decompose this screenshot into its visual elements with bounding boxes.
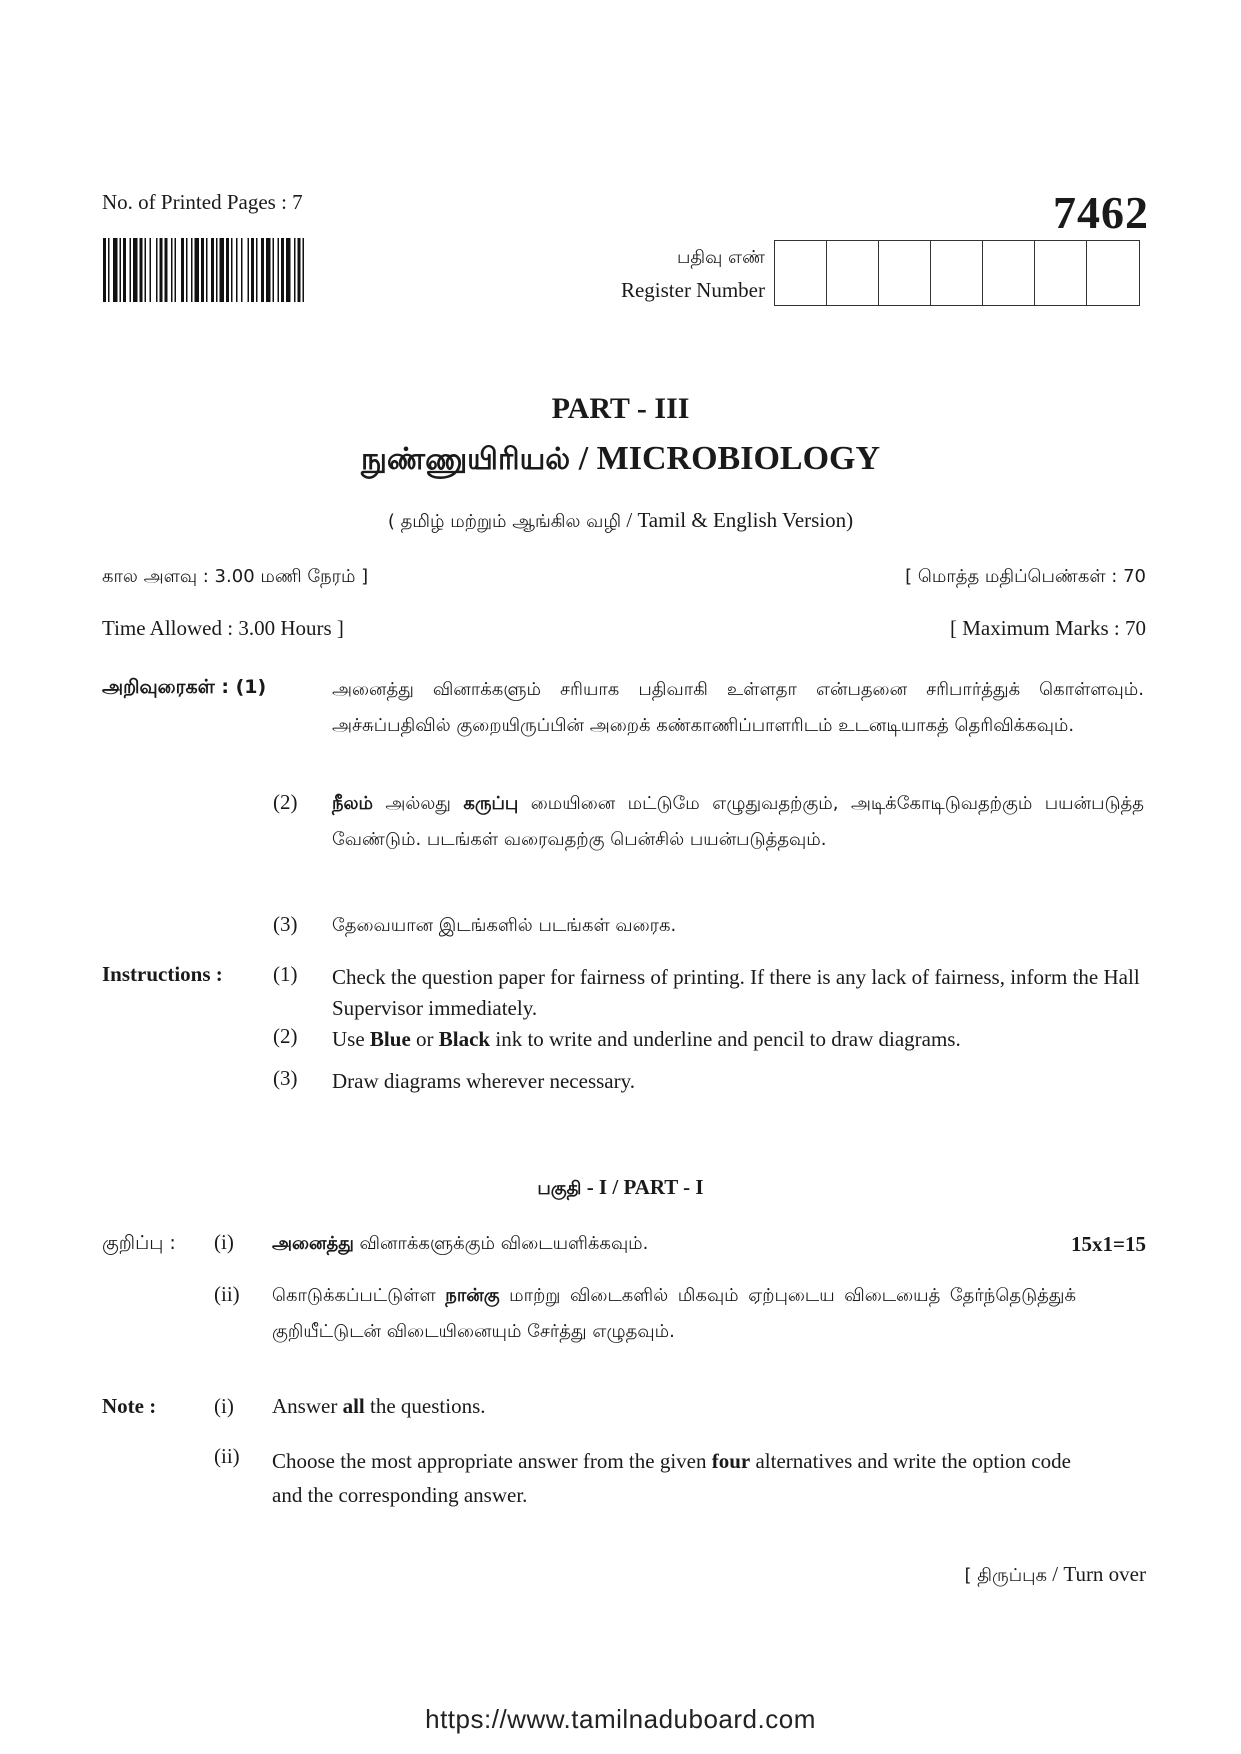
barcode-bar <box>191 238 193 302</box>
version-ta: ( தமிழ் மற்றும் ஆங்கில வழி <box>387 511 622 532</box>
barcode-bar <box>186 238 188 302</box>
barcode-bar <box>123 238 126 302</box>
subject-title-sep: / <box>570 440 597 477</box>
turn-over-en: / Turn over <box>1047 1562 1146 1586</box>
register-number-boxes[interactable] <box>774 240 1140 306</box>
marks-ta: [ மொத்த மதிப்பெண்கள் : 70 <box>905 566 1146 587</box>
four-word-ta: நான்கு <box>445 1285 500 1306</box>
barcode-bar <box>140 238 143 302</box>
barcode-bar <box>195 238 200 302</box>
instruction-ta-2 <box>332 786 1144 858</box>
barcode-bar <box>103 238 106 302</box>
barcode-bar <box>160 238 163 302</box>
time-ta: கால அளவு : 3.00 மணி நேரம் ] <box>102 566 369 587</box>
barcode-bar <box>251 238 254 302</box>
version-en: / Tamil & English Version) <box>621 508 854 532</box>
note-ta-2-part0: கொடுக்கப்பட்டுள்ள <box>272 1285 446 1306</box>
register-digit-box[interactable] <box>1035 241 1087 305</box>
barcode-bar <box>150 238 152 302</box>
register-digit-box[interactable] <box>931 241 983 305</box>
black-word-ta: கருப்பு <box>463 793 519 814</box>
note-ta-2 <box>272 1278 1076 1350</box>
barcode-bar <box>171 238 173 302</box>
barcode-bar <box>220 238 225 302</box>
note-ta-1-num: (i) <box>214 1230 234 1254</box>
instruction-en-2-num: (2) <box>273 1024 298 1048</box>
barcode-bar <box>231 238 233 302</box>
barcode-bar <box>256 238 258 302</box>
barcode-bar <box>298 238 301 302</box>
instruction-en-2 <box>332 1024 1144 1055</box>
section-heading <box>0 1175 1241 1201</box>
register-label-en: Register Number <box>620 278 765 302</box>
time-marks-en-row <box>102 616 1146 641</box>
instruction-ta-2-part1: அல்லது <box>372 793 464 814</box>
turn-over-ta: [ திருப்புக <box>964 1565 1048 1586</box>
register-digit-box[interactable] <box>775 241 827 305</box>
time-en: Time Allowed : 3.00 Hours ] <box>102 616 344 640</box>
instruction-en-1-num: (1) <box>273 962 298 986</box>
note-en-2 <box>272 1444 1092 1512</box>
instructions-en-label: Instructions : <box>102 962 223 986</box>
barcode-bar <box>281 238 284 302</box>
note-en-label: Note : <box>102 1394 157 1418</box>
note-ta-2-num: (ii) <box>214 1282 240 1306</box>
barcode-bar <box>226 238 229 302</box>
note-ta-1-part1: வினாக்களுக்கும் விடையளிக்கவும். <box>353 1233 649 1254</box>
barcode-bar <box>181 238 184 302</box>
barcode-bar <box>211 238 214 302</box>
register-label <box>560 242 765 306</box>
instruction-ta-3-num: (3) <box>273 912 298 936</box>
paper-code: 7462 <box>1053 187 1149 238</box>
blue-word-ta: நீலம் <box>332 793 373 814</box>
instruction-ta-2-num: (2) <box>273 790 298 814</box>
subject-title-ta: நுண்ணுயிரியல் <box>360 442 571 477</box>
subject-title <box>0 440 1241 481</box>
note-en-1-num: (i) <box>214 1394 234 1418</box>
register-digit-box[interactable] <box>879 241 931 305</box>
time-marks-ta-row <box>102 566 1146 589</box>
barcode-bar <box>108 238 110 302</box>
note-en-2-num: (ii) <box>214 1444 240 1468</box>
version-line <box>0 508 1241 534</box>
website-url[interactable]: https://www.tamilnaduboard.com <box>425 1704 816 1734</box>
register-digit-box[interactable] <box>827 241 879 305</box>
note-en-1-part1: the questions. <box>364 1394 486 1418</box>
all-word-ta: அனைத்து <box>272 1233 354 1254</box>
barcode-bar <box>278 238 280 302</box>
barcode <box>103 238 375 302</box>
barcode-bar <box>261 238 264 302</box>
register-digit-box[interactable] <box>983 241 1035 305</box>
instructions-ta-label: அறிவுரைகள் : (1) <box>102 676 267 698</box>
barcode-bar <box>130 238 132 302</box>
barcode-bar <box>236 238 238 302</box>
section-heading-en: - I / PART - I <box>581 1175 704 1199</box>
note-ta-label: குறிப்பு : <box>102 1232 176 1254</box>
instruction-ta-3: தேவையான இடங்களில் படங்கள் வரைக. <box>332 915 677 936</box>
note-ta-1 <box>272 1226 1032 1262</box>
barcode-bar <box>120 238 122 302</box>
section-marks: 15x1=15 <box>1071 1232 1146 1256</box>
four-word-en: four <box>711 1449 751 1473</box>
instruction-en-3: Draw diagrams wherever necessary. <box>332 1069 635 1093</box>
barcode-bar <box>113 238 118 302</box>
barcode-bar <box>145 238 147 302</box>
instruction-en-2-part1: or <box>410 1027 439 1051</box>
all-word-en: all <box>342 1394 365 1418</box>
note-en-1 <box>272 1394 486 1419</box>
barcode-bar <box>266 238 271 302</box>
printed-pages: No. of Printed Pages : 7 <box>102 190 303 214</box>
barcode-bar <box>206 238 208 302</box>
barcode-bar <box>273 238 275 302</box>
turn-over <box>965 1562 1146 1588</box>
note-ta-2-part1: மாற்று விடைகளில் மிகவும் ஏற்புடைய விடையைத் தேர்ந்தெடுத்துக் குறியீட்டுடன் விடையினையும் சேர்த்து எழுதவும். <box>272 1285 1076 1342</box>
barcode-bar <box>286 238 291 302</box>
instruction-ta-2-part2: மையினை மட்டுமே எழுதுவதற்கும், அடிக்கோடிடுவதற்கும் பயன்படுத்த வேண்டும். படங்கள் வரைவதற்கு பென்சில் பயன்படுத்தவும். <box>332 793 1144 850</box>
barcode-bar <box>165 238 168 302</box>
instruction-en-1: Check the question paper for fairness of printing. If there is any lack of fairness, inform the Hall Supervisor immediately. <box>332 965 1140 1020</box>
black-word-en: Black <box>438 1027 491 1051</box>
barcode-bar <box>241 238 243 302</box>
instruction-en-2-part0: Use <box>332 1027 370 1051</box>
section-heading-ta: பகுதி <box>537 1178 582 1199</box>
barcode-bar <box>201 238 204 302</box>
barcode-bar <box>248 238 250 302</box>
instruction-en-3-num: (3) <box>273 1066 298 1090</box>
barcode-bar <box>175 238 177 302</box>
barcode-bar <box>294 238 296 302</box>
marks-en: [ Maximum Marks : 70 <box>950 616 1146 640</box>
subject-title-en: MICROBIOLOGY <box>596 440 881 477</box>
instruction-ta-1: அனைத்து வினாக்களும் சரியாக பதிவாகி உள்ளதா என்பதனை சரிபார்த்துக் கொள்ளவும். அச்சுப்பதிவில் குறையிருப்பின் அறைக் கண்காணிப்பாளரிடம் உடனடியாகத் தெரிவிக்கவும். <box>332 679 1144 736</box>
instruction-en-2-part2: ink to write and underline and pencil to draw diagrams. <box>490 1027 961 1051</box>
barcode-bar <box>216 238 218 302</box>
barcode-bar <box>133 238 138 302</box>
barcode-bar <box>156 238 158 302</box>
part-title: PART - III <box>551 392 690 425</box>
note-en-1-part0: Answer <box>272 1394 343 1418</box>
blue-word-en: Blue <box>369 1027 411 1051</box>
note-en-2-part1: alternatives and write the option code and the corresponding answer. <box>272 1449 1071 1507</box>
note-en-2-part0: Choose the most appropriate answer from the given <box>272 1449 712 1473</box>
register-label-ta: பதிவு எண் <box>676 247 765 268</box>
register-digit-box[interactable] <box>1087 241 1139 305</box>
barcode-bar <box>303 238 305 302</box>
